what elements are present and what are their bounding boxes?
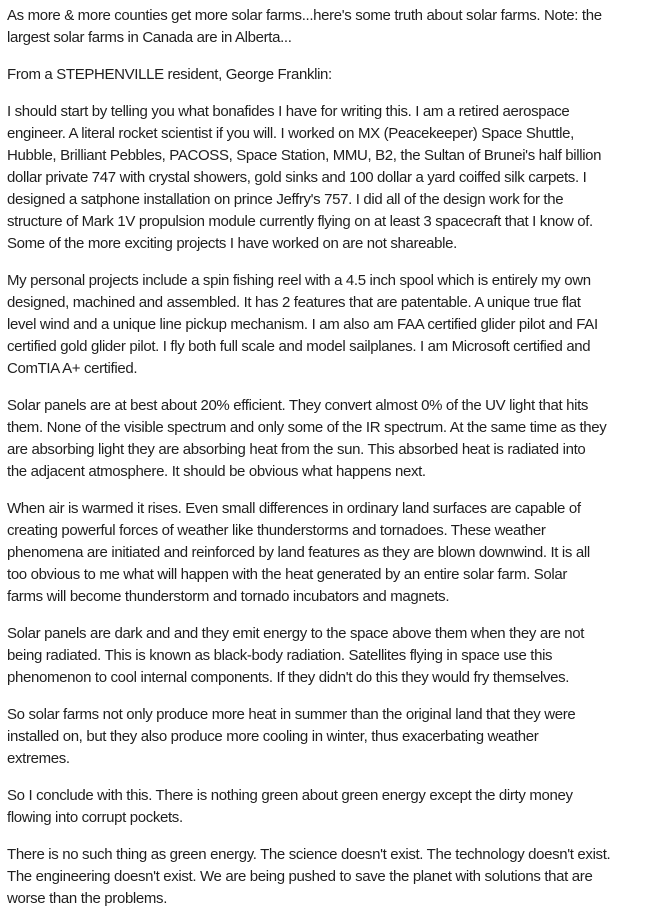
text-line: being radiated. This is known as black-body radiation. Satellites flying in space use this [7, 647, 553, 664]
text-line: certified gold glider pilot. I fly both full scale and model sailplanes. I am Microsoft certified and [7, 338, 591, 355]
text-line: Solar panels are at best about 20% efficient. They convert almost 0% of the UV light that hits [7, 397, 589, 414]
text-line: designed, machined and assembled. It has 2 features that are patentable. A unique true flat [7, 294, 581, 311]
text-line: dollar private 747 with crystal showers, gold sinks and 100 dollar a yard coiffed silk carpets. I [7, 169, 587, 186]
text-line: My personal projects include a spin fishing reel with a 4.5 inch spool which is entirely my own [7, 272, 591, 289]
text-line: designed a satphone installation on prince Jeffry's 757. I did all of the design work for the [7, 191, 564, 208]
text-line: ComTIA A+ certified. [7, 360, 138, 377]
text-line: them. None of the visible spectrum and only some of the IR spectrum. At the same time as they [7, 419, 607, 436]
text-line: structure of Mark 1V propulsion module currently flying on at least 3 spacecraft that I know of. [7, 213, 593, 230]
paragraph-personal-projects [7, 270, 658, 380]
text-line: the adjacent atmosphere. It should be obvious what happens next. [7, 463, 426, 480]
text-line: level wind and a unique line pickup mechanism. I am also am FAA certified glider pilot and FAI [7, 316, 598, 333]
text-line: phenomena are initiated and reinforced by land features as they are blown downwind. It is all [7, 544, 590, 561]
text-line: creating powerful forces of weather like thunderstorms and tornadoes. These weather [7, 522, 546, 539]
paragraph-weather [7, 498, 658, 608]
text-line: are absorbing light they are absorbing heat from the sun. This absorbed heat is radiated into [7, 441, 586, 458]
paragraph-credentials [7, 101, 658, 255]
text-line: So I conclude with this. There is nothing green about green energy except the dirty money [7, 787, 573, 804]
paragraph-attribution [7, 64, 658, 86]
text-line: The engineering doesn't exist. We are being pushed to save the planet with solutions that are [7, 868, 593, 885]
text-line: flowing into corrupt pockets. [7, 809, 183, 826]
paragraph-intro [7, 5, 658, 49]
text-line: Solar panels are dark and and they emit energy to the space above them when they are not [7, 625, 585, 642]
text-line: From a STEPHENVILLE resident, George Franklin: [7, 66, 332, 83]
text-line: There is no such thing as green energy. The science doesn't exist. The technology doesn't exist. [7, 846, 611, 863]
text-line: When air is warmed it rises. Even small differences in ordinary land surfaces are capable of [7, 500, 581, 517]
text-line: Hubble, Brilliant Pebbles, PACOSS, Space Station, MMU, B2, the Sultan of Brunei's half billion [7, 147, 602, 164]
paragraph-extremes [7, 704, 658, 770]
paragraph-efficiency [7, 395, 658, 483]
text-line: As more & more counties get more solar farms...here's some truth about solar farms. Note: the [7, 7, 602, 24]
text-line: worse than the problems. [7, 890, 168, 907]
text-line: phenomenon to cool internal components. If they didn't do this they would fry themselves. [7, 669, 570, 686]
text-line: engineer. A literal rocket scientist if you will. I worked on MX (Peacekeeper) Space Shuttle, [7, 125, 574, 142]
paragraph-black-body [7, 623, 658, 689]
text-line: too obvious to me what will happen with the heat generated by an entire solar farm. Solar [7, 566, 568, 583]
text-line: farms will become thunderstorm and tornado incubators and magnets. [7, 588, 450, 605]
paragraph-final [7, 844, 658, 910]
text-line: extremes. [7, 750, 70, 767]
text-line: largest solar farms in Canada are in Alberta... [7, 29, 292, 46]
text-line: Some of the more exciting projects I have worked on are not shareable. [7, 235, 457, 252]
text-line: installed on, but they also produce more cooling in winter, thus exacerbating weather [7, 728, 539, 745]
text-line: I should start by telling you what bonafides I have for writing this. I am a retired aerospace [7, 103, 570, 120]
paragraph-conclusion [7, 785, 658, 829]
text-line: So solar farms not only produce more heat in summer than the original land that they were [7, 706, 576, 723]
